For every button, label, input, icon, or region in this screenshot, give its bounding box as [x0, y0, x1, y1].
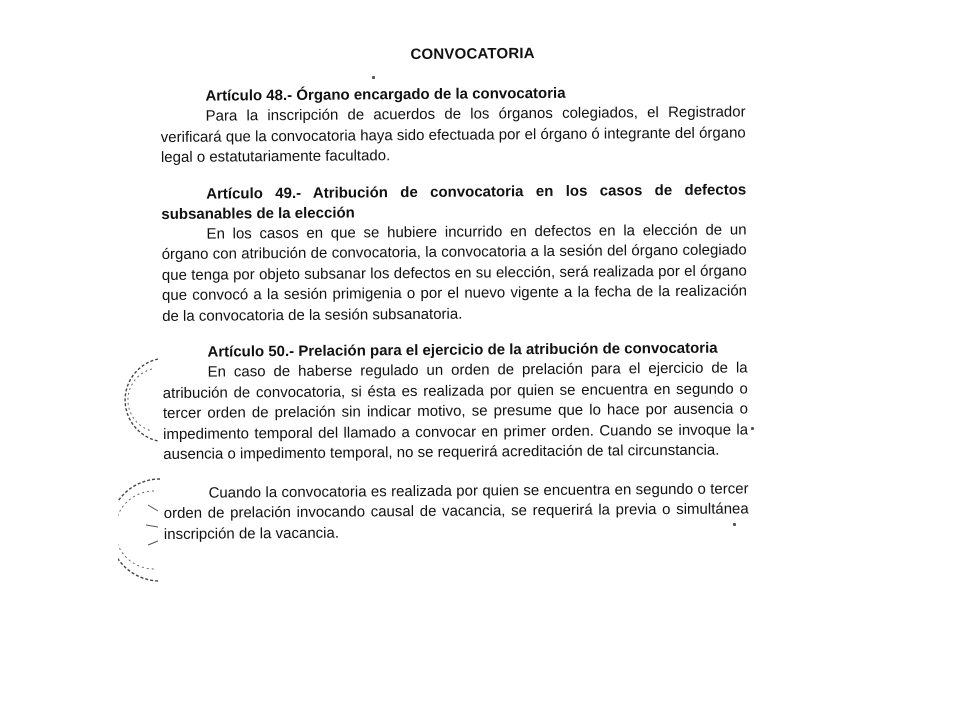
article-heading: Artículo 48.- Órgano encargado de la convocatoria [205, 84, 566, 105]
article-paragraph: En los casos en que se hubiere incurrido en defectos en la elección de un órgano con atribución de convocatoria, la convocatoria a la sesión del órgano colegiado que tenga por objeto subsanar los defectos en su elección, será realizada por el órgano que convocó a la sesión primigenia o por el nuevo vigente a la fecha de la realización de la convocatoria de la sesión subsanatoria. [161, 220, 748, 325]
article-paragraph: Para la inscripción de acuerdos de los órganos colegiados, el Registrador verificará que la convocatoria haya sido efectuada por el órgano ó integrante del órgano legal o estatutariamente facultado. [160, 103, 746, 166]
article-49 [161, 180, 747, 327]
article-48 [160, 82, 746, 168]
article-50 [162, 338, 749, 545]
article-heading: Artículo 49.- Atribución de convocatoria en los casos de defectos subsanables de la elección [161, 180, 747, 223]
document-title: CONVOCATORIA [410, 45, 535, 64]
document-body [160, 35, 749, 561]
article-paragraph: Cuando la convocatoria es realizada por quien se encuentra en segundo o tercer orden de prelación invocando causal de vacancia, se requerirá la previa o simultánea inscripción de la vacancia. [163, 479, 749, 543]
article-heading: Artículo 50.- Prelación para el ejercicio de la atribución de convocatoria [207, 339, 718, 361]
article-paragraph: En caso de haberse regulado un orden de prelación para el ejercicio de la atribución de convocatoria, si ésta es realizada por quien se encuentra en segundo o tercer orden de prelación sin indicar motivo, se presume que lo hace por ausencia o impedimento temporal del llamado a convocar en primer orden. Cuando se invoque la ausencia o impedimento temporal, no se requerirá acreditación de tal circunstancia. [162, 359, 749, 463]
scan-speck [751, 427, 754, 430]
